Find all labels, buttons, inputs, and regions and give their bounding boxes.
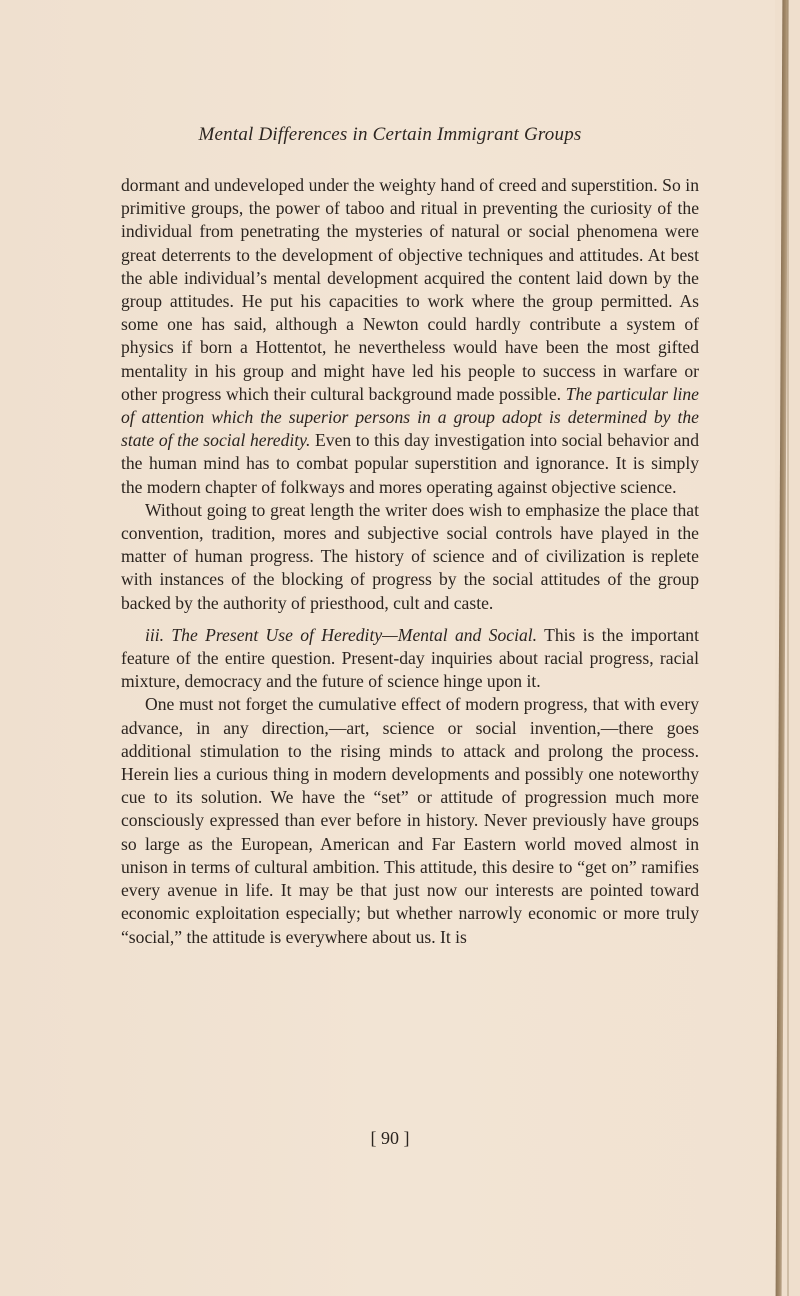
binding-line [787, 0, 789, 1296]
section-iii [121, 624, 699, 694]
paragraph-continuation [121, 174, 699, 499]
page-number: [ 90 ] [370, 1128, 410, 1148]
paragraph-cumulative-effect: One must not forget the cumulative effect of modern progress, that with every advance, in any direction,—art, science or social invention,—there goes additional stimulation to the rising minds to attack and prolong the process. Herein lies a curious thing in modern developments and possibly one noteworthy cue to its solution. We have the “set” or attitude of progression much more consciously expressed than ever before in history. Never previously have groups so large as the European, American and Far Eastern world moved almost in unison in terms of cultural ambition. This attitude, this desire to “get on” ramifies every avenue in life. It may be that just now our interests are pointed toward economic exploitation especially; but whether narrowly economic or more truly “social,” the attitude is everywhere about us. It is [121, 694, 699, 947]
paragraph-text: Even to this day investigation into social behavior and the human mind has to combat popular superstition and ignorance. It is simply the modern chapter of folkways and mores operating against objective science. [121, 430, 699, 497]
paragraph-text: This is the important feature of the entire question. Present-day inquiries about racial progress, racial mixture, democracy and the future of science hinge upon it. [121, 624, 699, 692]
paragraph-text: dormant and undeveloped under the weighty hand of creed and superstition. So in primitive groups, the power of taboo and ritual in preventing the curiosity of the individual from penetrating the mysteries of natural or social phenomena were great deterrents to the development of objective techniques and attitudes. At best the able individual’s mental development acquired the content laid down by the group attitudes. He put his capacities to work where the group permitted. As some one has said, although a Newton could hardly contribute a system of physics if born a Hottentot, he nevertheless would have been the most gifted mentality in his group and might have led his people to success in warfare or other progress which their cultural background made possible. [121, 175, 699, 404]
section-heading: iii. The Present Use of Heredity—Mental and Social. [145, 624, 538, 645]
running-head: Mental Differences in Certain Immigrant Groups [198, 124, 582, 145]
paragraph-convention: Without going to great length the writer does wish to emphasize the place that convention, tradition, mores and subjective social controls have played in the matter of human progress. The history of science and of civilization is replete with instances of the blocking of progress by the social attitudes of the group backed by the authority of priesthood, cult and caste. [121, 499, 699, 613]
italic-emphasis: The particular line of attention which the superior persons in a group adopt is determined by the state of the social heredity. [121, 383, 699, 451]
page-edge [775, 0, 800, 1296]
body-text [121, 174, 699, 949]
